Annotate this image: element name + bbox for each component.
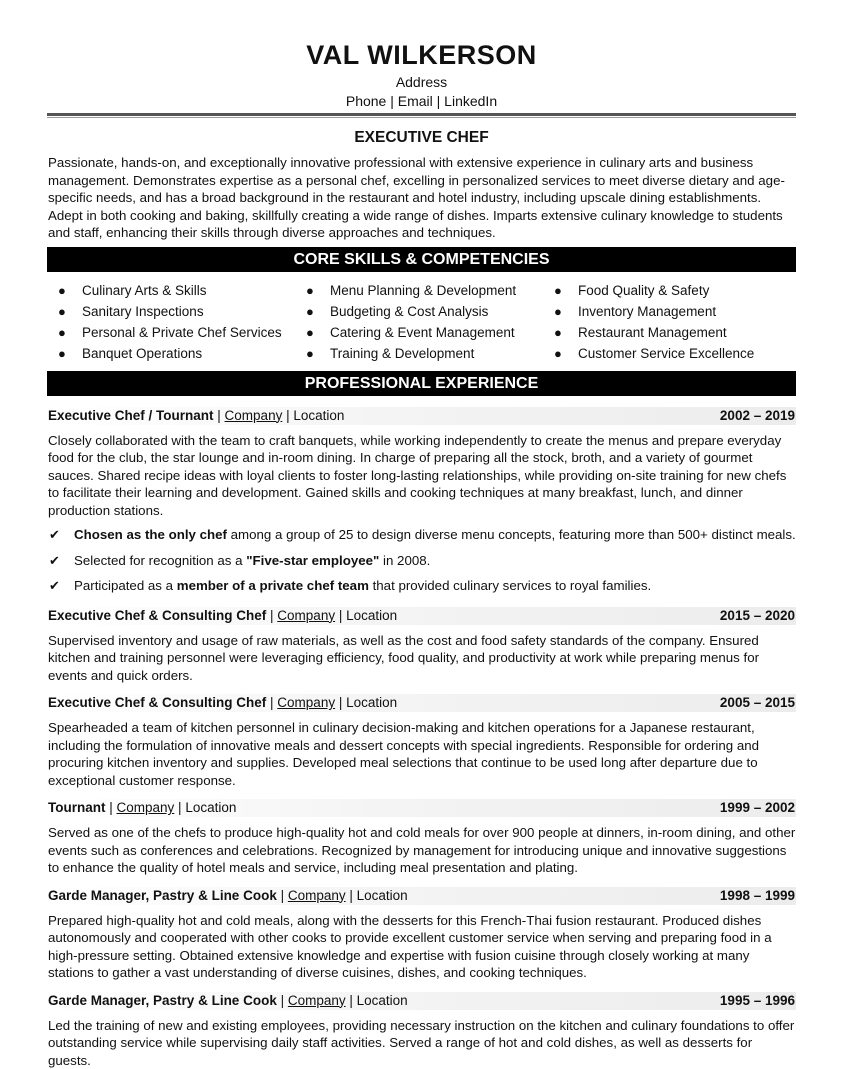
skills-column [295,281,543,365]
skills-grid [47,281,796,365]
bullet-icon: ● [58,323,66,342]
job-role: Garde Manager, Pastry & Line Cook [48,888,277,903]
job-description: Spearheaded a team of kitchen personnel in culinary decision-making and kitchen operations for a Japanese restaurant, including the formulation of innovative meals and dessert concepts with special ingredients. Responsible for ordering and procuring kitchen inventory and supplies. Developed meal selections that continue to be used long after departure due to exceptional customer response. [48,719,796,789]
job-location: Location [357,888,408,903]
job-entry [0,887,843,982]
bullet-icon: ● [306,302,314,321]
job-entry [0,607,843,685]
job-role: Executive Chef / Tournant [48,408,214,423]
bullet-icon: ● [58,281,66,300]
skills-column [543,281,791,365]
bullet-icon: ● [306,344,314,363]
job-location: Location [293,408,344,423]
job-dates: 1998 – 1999 [720,887,795,905]
checkmark-icon: ✔ [49,577,60,595]
achievement-item: ✔ Selected for recognition as a "Five-star employee" in 2008. [48,552,796,570]
job-header: Executive Chef & Consulting Chef | Company | Location 2005 – 2015 [47,694,796,712]
job-entry [0,799,843,877]
job-location: Location [185,800,236,815]
company-link[interactable]: Company [288,888,346,903]
header-divider [47,113,796,118]
achievement-item: ✔ Participated as a member of a private chef team that provided culinary services to royal families. [48,577,796,595]
skill-item: ● Culinary Arts & Skills [47,281,295,302]
company-link[interactable]: Company [277,695,335,710]
job-role: Executive Chef & Consulting Chef [48,608,266,623]
bullet-icon: ● [306,281,314,300]
job-dates: 2005 – 2015 [720,694,795,712]
skill-item: ● Budgeting & Cost Analysis [295,302,543,323]
job-description: Supervised inventory and usage of raw materials, as well as the cost and food safety standards of the company. Ensured kitchen and training personnel were leveraging efficiency, food quality, and productivity at work while preparing menus for events and quick orders. [48,632,796,685]
checkmark-icon: ✔ [49,552,60,570]
checkmark-icon: ✔ [49,526,60,544]
company-link[interactable]: Company [225,408,283,423]
skill-item: ● Training & Development [295,344,543,365]
job-header: Tournant | Company | Location 1999 – 2002 [47,799,796,817]
skill-item: ● Catering & Event Management [295,323,543,344]
job-header: Garde Manager, Pastry & Line Cook | Company | Location 1998 – 1999 [47,887,796,905]
job-dates: 2002 – 2019 [720,407,795,425]
experience-heading: PROFESSIONAL EXPERIENCE [47,371,796,396]
skill-item: ● Customer Service Excellence [543,344,791,365]
summary-paragraph: Passionate, hands-on, and exceptionally innovative professional with extensive experience in culinary arts and business management. Demonstrates expertise as a personal chef, excelling in personalized services to meet diverse dietary and age-specific needs, and has a broad background in the restaurant and hotel industry, including upscale dining establishments. Adept in both cooking and baking, skillfully creating a wide range of dishes. Imparts extensive culinary knowledge to students and staff, enhancing their skills through diverse approaches and techniques. [48,154,796,242]
bullet-icon: ● [554,281,562,300]
company-link[interactable]: Company [277,608,335,623]
job-role: Executive Chef & Consulting Chef [48,695,266,710]
job-entry [0,992,843,1069]
job-location: Location [346,695,397,710]
job-description: Prepared high-quality hot and cold meals, along with the desserts for this French-Thai fusion restaurant. Produced dishes autonomously and cooperated with other cooks to provide excellent customer service when serving and preparing food in a high-pressure setting. Obtained extensive knowledge and expertise with fusion cuisine through closely working at many stations to gather a vast understanding of diverse cuisines, dishes, and cooking techniques. [48,912,796,982]
job-header: Garde Manager, Pastry & Line Cook | Company | Location 1995 – 1996 [47,992,796,1010]
job-description: Led the training of new and existing employees, providing necessary instruction on the kitchen and culinary foundations to offer outstanding service while supervising daily staff activities. Served a range of hot and cold dishes, as well as desserts for guests. [48,1017,796,1069]
job-role: Garde Manager, Pastry & Line Cook [48,993,277,1008]
skill-item: ● Sanitary Inspections [47,302,295,323]
bullet-icon: ● [554,344,562,363]
bullet-icon: ● [58,302,66,321]
skill-item: ● Menu Planning & Development [295,281,543,302]
company-link[interactable]: Company [117,800,175,815]
bullet-icon: ● [306,323,314,342]
skill-item: ● Food Quality & Safety [543,281,791,302]
job-entry [0,694,843,789]
skill-item: ● Banquet Operations [47,344,295,365]
bullet-icon: ● [554,323,562,342]
job-dates: 1995 – 1996 [720,992,795,1010]
skills-column [47,281,295,365]
skill-item: ● Inventory Management [543,302,791,323]
achievement-item: ✔ Chosen as the only chef among a group of 25 to design diverse menu concepts, featuring more than 500+ distinct meals. [48,526,796,544]
resume-header [0,0,843,111]
job-description: Closely collaborated with the team to craft banquets, while working independently to create the menus and prepare everyday food for the club, the star lounge and in-room dining. In charge of preparing all the stock, broth, and a variety of gourmet sauces. Shared recipe ideas with loyal clients to foster long-lasting relationships, while providing on-site training for new chefs to facilitate their learning and development. Gained skills and cooking techniques at many breakfast, lunch, and dinner production stations. [48,432,796,520]
bullet-icon: ● [554,302,562,321]
job-location: Location [346,608,397,623]
skill-item: ● Personal & Private Chef Services [47,323,295,344]
job-location: Location [357,993,408,1008]
job-role: Tournant [48,800,106,815]
candidate-name: VAL WILKERSON [0,40,843,70]
job-description: Served as one of the chefs to produce high-quality hot and cold meals for over 900 people at dinners, in-room dining, and other events such as conferences and celebrations. Recognized by management for introducing unique and innovative suggestions to enhance the quality of hotel meals and service, including meal presentation and plating. [48,824,796,877]
job-dates: 2015 – 2020 [720,607,795,625]
bullet-icon: ● [58,344,66,363]
company-link[interactable]: Company [288,993,346,1008]
job-header: Executive Chef & Consulting Chef | Company | Location 2015 – 2020 [47,607,796,625]
job-entry [0,407,843,595]
address: Address [0,72,843,92]
skill-item: ● Restaurant Management [543,323,791,344]
skills-heading: CORE SKILLS & COMPETENCIES [47,247,796,272]
job-header: Executive Chef / Tournant | Company | Location 2002 – 2019 [47,407,796,425]
contact-line: Phone | Email | LinkedIn [0,92,843,111]
job-dates: 1999 – 2002 [720,799,795,817]
resume-title: EXECUTIVE CHEF [0,129,843,147]
